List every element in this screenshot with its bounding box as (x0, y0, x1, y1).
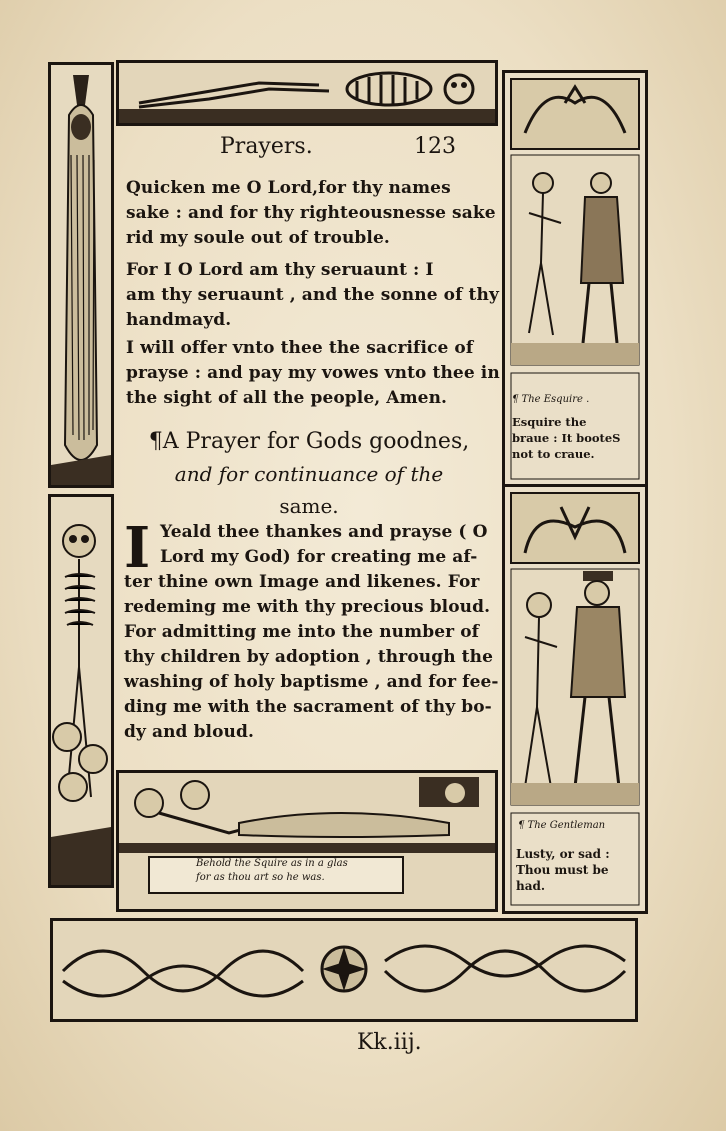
burial-scene-illustration (119, 773, 495, 909)
prayer-heading-line: same. (279, 494, 339, 518)
text-line: Quicken me O Lord,for thy names (126, 178, 451, 198)
text-line: washing of holy baptisme , and for fee- (124, 672, 499, 692)
burial-banner-text (148, 857, 418, 887)
text-line: dy and bloud. (124, 722, 255, 742)
bottom-ornament-band (50, 918, 638, 1022)
foliage-scroll-ornament (53, 921, 635, 1019)
text-line: rid my soule out of trouble. (126, 228, 390, 248)
drop-cap: I (124, 515, 151, 581)
caption-line: Lusty, or sad : (516, 847, 610, 861)
prayer-heading (118, 426, 500, 522)
esquire-caption-rhyme (512, 414, 636, 462)
psalm-verse-1 (126, 176, 496, 251)
caption-line: not to craue. (512, 447, 595, 461)
text-line: sake : and for thy righteousnesse sake (126, 203, 496, 223)
text-line: Yeald thee thankes and prayse ( O (160, 522, 488, 542)
banner-line: for as thou art so he was. (196, 872, 325, 883)
text-line: am thy seruaunt , and the sonne of thy (126, 285, 499, 305)
text-line: For admitting me into the number of (124, 622, 480, 642)
top-skeleton-woodcut (116, 60, 498, 126)
text-line: redeming me with thy precious bloud. (124, 597, 491, 617)
page-number: 123 (414, 134, 456, 159)
caption-line: had. (516, 879, 546, 893)
text-line: prayse : and pay my vowes vnto thee in (126, 363, 500, 383)
left-skeleton-woodcut (48, 494, 114, 888)
text-line: Lord my God) for creating me af- (160, 547, 478, 567)
text-line: ding me with the sacrament of thy bo- (124, 697, 492, 717)
text-line: For I O Lord am thy seruaunt : I (126, 260, 434, 280)
psalm-verse-3 (126, 336, 500, 411)
signature-mark: Kk.iij. (357, 1030, 422, 1055)
text-line: thy children by adoption , through the (124, 647, 494, 667)
prayer-heading-line: and for continuance of the (174, 462, 444, 486)
bottom-burial-woodcut (116, 770, 498, 912)
text-line: handmayd. (126, 310, 232, 330)
banner-line: Behold the Squire as in a glas (196, 858, 348, 869)
text-line: ter thine own Image and likenes. For (124, 572, 480, 592)
main-text-block (118, 128, 500, 768)
gentleman-caption-rhyme (516, 846, 636, 894)
prayer-body (124, 515, 499, 745)
caption-line: braue : It booteS (512, 431, 621, 445)
prayer-heading-line: ¶A Prayer for Gods goodnes, (148, 429, 470, 454)
gentleman-caption-title: ¶ The Gentleman (518, 820, 606, 831)
skeleton-lying-illustration (119, 63, 495, 123)
caption-line: Thou must be (516, 863, 609, 877)
text-line: I will offer vnto thee the sacrifice of (126, 338, 474, 358)
standing-skeleton-illustration (51, 497, 111, 885)
left-shroud-woodcut (48, 62, 114, 488)
text-line: the sight of all the people, Amen. (126, 388, 448, 408)
shrouded-figure-illustration (51, 65, 111, 485)
esquire-caption-title: ¶ The Esquire . (512, 394, 590, 405)
psalm-verse-2 (126, 258, 499, 333)
caption-line: Esquire the (512, 415, 587, 429)
running-head-title: Prayers. (220, 134, 313, 159)
